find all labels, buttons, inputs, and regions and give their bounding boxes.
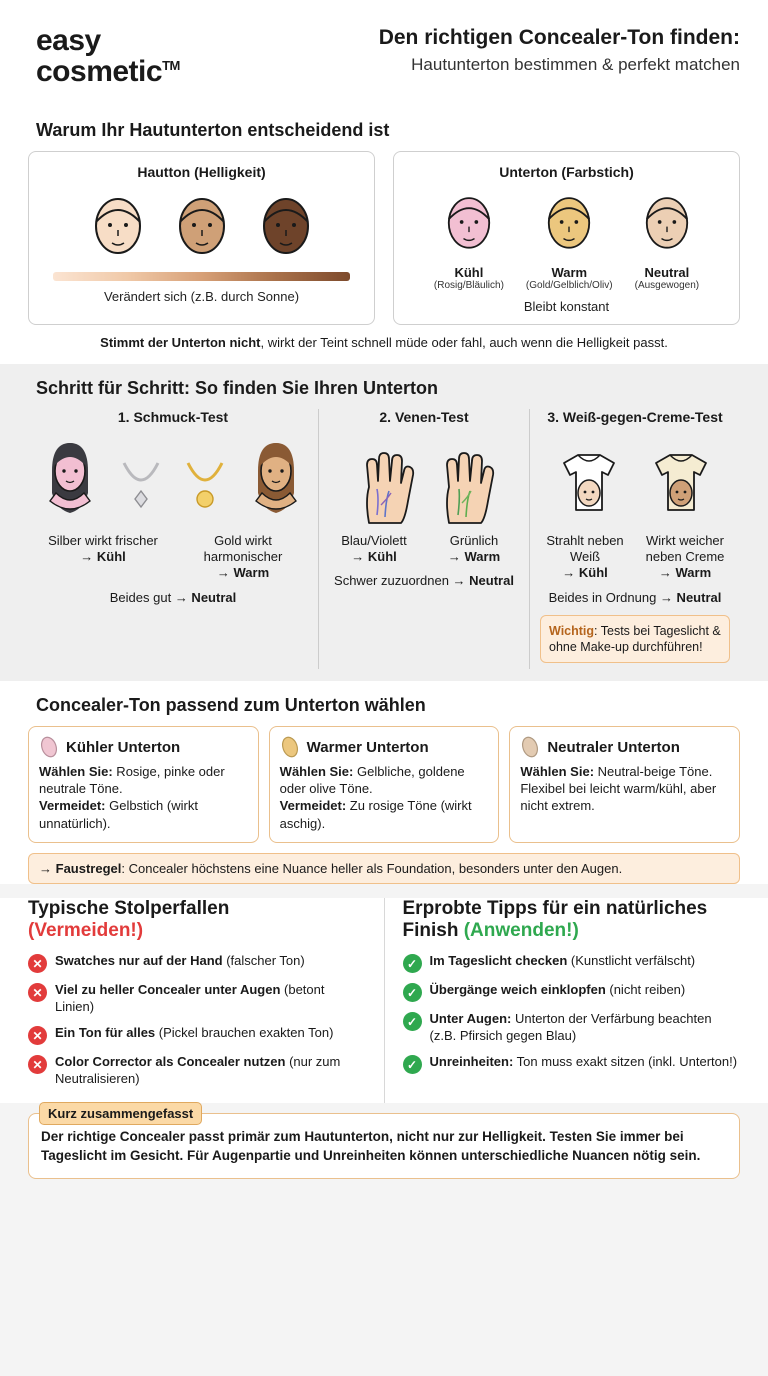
tips-column [384,898,741,1103]
swatch-cool-icon [39,736,59,758]
tone-card-warm-title: Warmer Unterton [306,738,429,756]
step-jewelry-title: 1. Schmuck-Test [117,408,229,425]
tone-card-neutral-head [520,736,729,758]
step-veins-footer [329,573,519,588]
tone-card-cool-title: Kühler Unterton [66,738,181,756]
summary-box [28,1105,740,1179]
cross-icon: ✕ [28,983,47,1002]
tone-card-warm-body [280,763,489,832]
pitfall-item-text [55,1025,333,1045]
tone-card-cool-avoid-text: Gelbstich (wirkt unnatürlich). [39,798,198,831]
undertone-neutral-label: Neutral [644,264,690,280]
tone-card-warm [269,726,500,843]
step-white-cream-captions [540,533,730,582]
brand-line-1: easy [36,24,101,57]
step-veins [318,409,529,669]
brand-logo [36,24,180,88]
tip-item-bold: Unter Augen: [429,1011,512,1027]
step-jewelry-caption-left [38,533,168,582]
undertone-warm-sub: (Gold/Gelblich/Oliv) [525,279,613,291]
tone-cards [28,726,740,843]
tip-item-text [430,953,696,973]
cross-icon: ✕ [28,1026,47,1045]
steps-warning-box [540,615,730,664]
swatch-neutral-icon [520,736,540,758]
pitfall-item-text [55,982,366,1016]
summary-tag: Kurz zusammengefasst [39,1102,202,1125]
step-jewelry-caption-right-result: → Warm [216,565,270,581]
pitfall-item-rest: (betont Linien) [55,982,325,1015]
step-jewelry-captions [38,533,308,582]
undertone-warm [526,188,613,291]
step-white-cream-images [540,431,730,527]
skin-tone-card-footer: Verändert sich (z.B. durch Sonne) [103,288,300,304]
step-jewelry-images [38,431,308,527]
tone-card-warm-choose-label: Wählen Sie: [279,764,354,780]
cross-icon: ✕ [28,1055,47,1074]
step-veins-caption-right-result: → Warm [447,549,501,565]
pitfall-item [28,953,366,973]
tone-card-cool-body [39,763,248,832]
step-veins-images [329,431,519,527]
step-veins-footer-result: → Neutral [452,573,514,589]
steps-section-title: Schritt für Schritt: So finden Sie Ihren Unterton [36,377,439,398]
face-deep-icon [255,188,317,262]
step-veins-caption-right [429,533,519,566]
step-jewelry-footer-text: Beides gut [109,589,175,605]
step-jewelry-caption-right-text: Gold wirkt harmonischer [203,532,283,565]
tone-card-neutral-choose-text: Neutral-beige Töne. Flexibel bei leicht warm/kühl, aber nicht extrem. [520,764,717,814]
tip-item-bold: Unreinheiten: [429,1054,514,1070]
face-medium-icon [171,188,233,262]
tip-item-bold: Übergänge weich einklopfen [429,982,606,998]
tone-card-cool [28,726,259,843]
face-warm-icon [540,188,598,256]
undertone-card-footer: Bleibt konstant [523,298,610,314]
undertone-cool-label: Kühl [454,264,484,280]
why-cards [28,151,740,325]
tips-columns [28,898,740,1103]
tip-item-text [430,1054,738,1074]
tone-card-warm-head [280,736,489,758]
portrait-silver-icon [38,431,102,527]
cross-icon: ✕ [28,954,47,973]
face-light-icon [87,188,149,262]
hand-blue-veins-icon [351,435,417,527]
pitfall-item-bold: Ein Ton für alles [55,1025,156,1041]
brand-line-2: cosmetic [36,54,163,88]
face-neutral-icon [638,188,696,256]
pitfall-item-rest: (nur zum Neutralisieren) [55,1054,341,1086]
skin-tone-card-title: Hautton (Helligkeit) [137,163,266,180]
tone-card-cool-choose-label: Wählen Sie: [39,764,113,780]
step-white-cream-caption-right [640,533,730,582]
step-veins-captions [329,533,519,566]
pitfall-item [28,982,366,1016]
tip-item-text [430,982,686,1002]
pitfalls-title-accent: (Vermeiden!) [28,920,144,942]
tone-card-neutral-choose-label: Wählen Sie: [520,764,595,780]
step-veins-caption-left [329,533,419,566]
summary-text: Der richtige Concealer passt primär zum Hautunterton, nicht nur zur Helligkeit. Testen Sie immer bei Tageslicht im Gesicht. Für Augenpartie und Unreinheiten können unterschiedliche Nuancen nötig sein. [41,1128,701,1163]
pitfall-item-text [55,1054,366,1088]
skin-tone-faces [39,188,364,262]
step-jewelry-caption-left-result: → Kühl [80,549,126,565]
step-white-cream-footer-text: Beides in Ordnung [548,589,660,605]
pitfall-item-bold: Swatches nur auf der Hand [55,953,223,969]
tone-card-neutral-body [520,763,729,814]
step-jewelry-footer-result: → Neutral [174,589,237,605]
step-white-cream-caption-right-text: Wirkt weicher neben Creme [645,532,725,565]
page-header [0,0,768,106]
tone-card-neutral [509,726,740,843]
hand-green-veins-icon [431,435,497,527]
step-veins-footer-text: Schwer zuzuordnen [334,573,453,589]
why-section [0,106,768,364]
tone-card-cool-avoid-label: Vermeidet: [39,798,106,814]
step-jewelry-caption-right [178,533,308,582]
undertone-neutral-sub: (Ausgewogen) [634,279,700,291]
tone-card-warm-choose-text: Gelbliche, goldene oder olive Töne. [279,764,465,797]
undertone-card [393,151,740,325]
pitfalls-title [28,898,366,944]
step-white-cream-caption-left-text: Strahlt neben Weiß [546,532,624,565]
pitfall-item-rest: (falscher Ton) [222,953,305,969]
tone-card-cool-head [39,736,248,758]
undertone-neutral [635,188,699,291]
tip-item-bold: Im Tageslicht checken [429,953,568,969]
step-white-cream-caption-right-result: → Warm [658,565,712,581]
tip-item [403,1011,741,1045]
tips-title-accent: (Anwenden!) [463,920,579,942]
check-icon: ✓ [403,1055,422,1074]
brand-trademark: TM [162,57,180,73]
step-veins-caption-left-result: → Kühl [351,549,397,565]
pitfalls-title-main: Typische Stolperfallen [28,897,230,919]
tone-card-neutral-title: Neutraler Unterton [547,738,680,756]
pitfall-item [28,1025,366,1045]
rule-of-thumb-box [28,853,740,884]
portrait-gold-icon [244,431,308,527]
pitfalls-column [28,898,366,1103]
tone-card-warm-avoid-text: Zu rosige Töne (wirkt aschig). [279,798,472,831]
step-veins-title: 2. Venen-Test [379,408,469,425]
step-veins-caption-right-text: Grünlich [449,532,499,548]
page-title: Den richtigen Concealer-Ton finden: [378,26,740,49]
tip-item-rest: (Kunstlicht verfälscht) [567,953,696,969]
tones-section-title: Concealer-Ton passend zum Unterton wählen [36,695,426,716]
pitfall-item-rest: (Pickel brauchen exakten Ton) [155,1025,334,1041]
step-white-cream-title: 3. Weiß-gegen-Creme-Test [547,408,723,425]
step-jewelry-footer [38,590,308,605]
rule-label: Faustregel [55,860,122,876]
tips-section [0,898,768,1103]
page-subtitle: Hautunterton bestimmen & perfekt matchen [411,54,740,74]
tone-card-cool-choose-text: Rosige, pinke oder neutrale Töne. [39,764,225,797]
tip-item [403,982,741,1002]
steps-row [28,409,740,669]
pitfall-item [28,1054,366,1088]
rule-text: : Concealer höchstens eine Nuance heller als Foundation, besonders unter den Augen. [121,860,623,876]
tip-item [403,1054,741,1074]
tip-item-rest: (nicht reiben) [605,982,686,998]
summary-section [0,1103,768,1193]
tips-title [403,898,741,944]
pitfall-item-bold: Viel zu heller Concealer unter Augen [55,982,281,998]
face-cool-icon [440,188,498,256]
step-white-cream-caption-left [540,533,630,582]
check-icon: ✓ [403,983,422,1002]
steps-warning-text: : Tests bei Tageslicht & ohne Make-up durchführen! [549,623,721,654]
why-note-bold: Stimmt der Unterton nicht [100,334,261,350]
steps-warning-label: Wichtig [549,623,595,638]
tip-item-text [430,1011,741,1045]
step-white-cream-footer-result: → Neutral [659,589,722,605]
undertone-card-title: Unterton (Farbstich) [499,163,634,180]
gold-necklace-icon [180,457,230,527]
pitfall-item-bold: Color Corrector als Concealer nutzen [55,1054,286,1070]
tone-card-warm-avoid-label: Vermeidet: [279,798,347,814]
step-white-cream [529,409,740,669]
step-veins-caption-left-text: Blau/Violett [341,532,407,548]
step-white-cream-caption-left-result: → Kühl [562,565,608,581]
skin-tone-gradient-bar [53,272,350,281]
steps-section [0,364,768,681]
silver-necklace-icon [116,457,166,527]
tip-item [403,953,741,973]
tip-item-rest: Unterton der Verfärbung beachten (z.B. Pfirsich gegen Blau) [429,1011,712,1044]
step-jewelry-caption-left-text: Silber wirkt frischer [48,532,158,548]
why-note [28,325,740,364]
tip-item-rest: Ton muss exakt sitzen (inkl. Unterton!) [513,1054,738,1070]
cream-shirt-icon [642,435,720,527]
why-note-rest: , wirkt der Teint schnell müde oder fahl, auch wenn die Helligkeit passt. [260,334,668,350]
undertone-cool-sub: (Rosig/Bläulich) [433,279,504,291]
rule-arrow: → [39,860,52,876]
pitfall-item-text [55,953,305,973]
swatch-warm-icon [280,736,300,758]
skin-tone-card [28,151,375,325]
why-section-title: Warum Ihr Hautunterton entscheidend ist [36,119,390,140]
step-white-cream-footer [540,590,730,605]
header-titles [379,24,740,75]
check-icon: ✓ [403,1012,422,1031]
undertone-faces [404,188,729,291]
tones-section [0,681,768,884]
white-shirt-icon [550,435,628,527]
check-icon: ✓ [403,954,422,973]
step-jewelry [28,409,318,669]
undertone-cool [434,188,504,291]
undertone-warm-label: Warm [551,264,588,280]
tips-title-main: Erprobte Tipps für ein natürliches Finish [402,897,708,942]
